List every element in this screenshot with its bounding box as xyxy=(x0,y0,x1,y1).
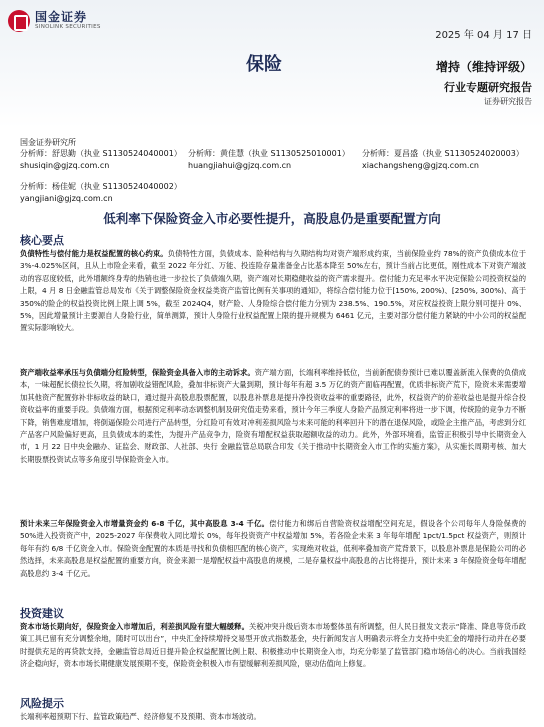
report-subtype: 证券研究报告 xyxy=(484,97,532,106)
section-investment-advice: 投资建议 xyxy=(20,607,64,620)
analyst-block xyxy=(188,148,350,172)
analyst-email[interactable]: huangjiahui@gjzq.com.cn xyxy=(188,161,292,170)
company-logo xyxy=(8,10,101,32)
paragraph-solvency xyxy=(20,248,526,335)
paragraph-lead: 预计未来三年保险资金入市增量资金约 6-8 千亿，其中高股息 3-4 千亿。 xyxy=(20,519,270,528)
paragraph-body: 负债特性方面，负债成本、险种结构与久期结构均对资产端形成约束，当前保险业约 78%的资产负债成本位于 3%-4.025%区间，且从上市险企来看，截至 2022 年分红、万能、投连险存量准备金占比基本降至 50%左右，预计当前占比更低，刚性成本下对资产端波动的容忍度较低，此外增额终身寿的热销也进一步拉长了负债端久期，资产端对长期稳健收益的资产需求提升。偿付能力充足率水平决定保险公司投资权益的上限，4 月 8 日金融监管总局发布《关于调整保险资金权益类资产监管比例有关事项的通知》，将综合偿付能力位于[150%, 200%)、[250%, 300%)、高于 350%的险企的权益投资比例上限上调 5%，截至 2024Q4，财产险、人身险综合偿付能力分别为 238.5%、190.5%，对应权益投资上限分别可提升 0%、5%，因此增量预计主要源自人身险行业，简单测算，预计人身险行业权益配置上限的提升规模为 6461 亿元，主要对部分偿付能力紧缺的中小公司的权益配置实际影响较大。 xyxy=(20,249,526,333)
report-rating: 增持（维持评级） xyxy=(435,60,532,74)
analyst-name: 分析师：舒思勤（执业 S1130524040001） xyxy=(20,149,182,158)
report-title: 低利率下保险资金入市必要性提升，高股息仍是重要配置方向 xyxy=(103,211,441,226)
analyst-block xyxy=(362,148,524,172)
paragraph-inflow-estimate xyxy=(20,518,526,580)
logo-name-en: SINOLINK SECURITIES xyxy=(35,24,101,31)
analyst-name: 分析师：杨佳妮（执业 S1130524040002） xyxy=(20,182,182,191)
analyst-block xyxy=(20,181,182,205)
paragraph-body: 资产端方面，长端利率维持低位，当前新配债券预计已难以覆盖新流入保费的负债成本，一味超配长债拉长久期，将加剧收益错配风险，叠加非标资产大量到期，预计每年有超 3.5 万亿的资产面临再配置，优质非标资产荒下，险资未来需要增加其他资产配置弥补非标收益的缺口，通过提升高股息股票配置，以股息补票息是提升净投资收益率的重要路径，此外，权益资产的价差收益也是提升综合投资收益率的重要手段。负债端方面，根据预定利率动态调整机制及研究值走势来看，预计今年三季度人身险产品预定利率将进一步下调，传统险的竞争力不断下降，销售难度增加，将倒逼保险公司进行产品转型，分红险可有效对冲利差损风险与未来可能的利率回升下的潜在退保风险，或险企主推产品，考虑到分红产品客户风险偏好更高，且负债成本的柔性，为提升产品竞争力，险资有增配权益获取超额收益的动力。此外，外部环境看，监管正积极引导中长期资金入市，1 月 22 日中央金融办、证监会、财政部、人社部、央行 金融监管总局联合印发《关于推动中长期资金入市工作的实施方案》，从实施长周期考核、加大长期股票投资试点等多角度引导保险资金入市。 xyxy=(20,368,527,464)
analyst-name: 分析师：夏昌盛（执业 S1130524020003） xyxy=(362,149,524,158)
report-type: 行业专题研究报告 xyxy=(444,81,532,94)
paragraph-body: 偿付能力和绑后自营险资权益增配空间充足，假设各个公司每年人身险保费的 50%进入投资资产中，2025-2027 年保费收入同比增长 0%，每年投资资产中权益增加 5%，若各险企未来 3 年每年增配 1pct/1.5pct 权益资产，则预计每年有约 6/8 千亿资金入市。保险资金配置的本质是寻找和负债相匹配的核心资产，实现绝对收益，低利率叠加资产荒背景下，以股息补票息是保险公司的必然选择，未来高股息是权益配置的重要方向，资金来源一是增配权益中高股息的规模，二是存量权益中高股息的占比将提升，预计未来 3 年保险资金每年增配高股息约 3-4 千亿元。 xyxy=(20,519,527,578)
analyst-email[interactable]: xiachangsheng@gjzq.com.cn xyxy=(362,161,479,170)
analyst-email[interactable]: shusiqin@gjzq.com.cn xyxy=(20,161,110,170)
report-header xyxy=(0,0,544,128)
logo-name-cn: 国金证券 xyxy=(35,10,88,25)
paragraph-body: 关税冲突升级后资本市场整体虽有所调整，但人民日报发文表示“降准、降息等货币政策工具已留有充分调整余地，随时可以出台”，中央汇金持续增持交易型开放式指数基金，央行新闻发言人明确表示将全力支持中央汇金的增持行动并在必要时提供充足的再贷款支持，金融监管总局近日提升险企权益配置比例上限、积极推动中长期资金入市，均充分彰显了监管部门稳市场信心的决心。当前我国经济企稳向好，资本市场长期健康发展预期不变，保险资金积极入市有望缓解利差损风险，驱动估值向上修复。 xyxy=(20,622,526,669)
section-risk: 风险提示 xyxy=(20,697,64,710)
paragraph-lead: 资产端收益率承压与负债端分红险转型，保险资金具备入市的主动诉求。 xyxy=(20,368,255,377)
analyst-email[interactable]: yangjiani@gjzq.com.cn xyxy=(20,194,113,203)
paragraph-asset-liability xyxy=(20,367,526,466)
logo-icon xyxy=(8,10,30,32)
analyst-block xyxy=(20,148,182,172)
section-core-points: 核心要点 xyxy=(20,234,64,247)
paragraph-lead: 资本市场长期向好，保险资金入市增加后，利差损风险有望大幅缓释。 xyxy=(20,622,249,631)
report-sector: 保险 xyxy=(246,54,282,75)
paragraph-risk: 长端利率超预期下行、监管政策趋严、经济修复不及预期、资本市场波动。 xyxy=(20,712,261,721)
institute-name: 国金证券研究所 xyxy=(20,138,76,147)
analyst-name: 分析师：黄佳慧（执业 S1130525010001） xyxy=(188,149,350,158)
paragraph-investment xyxy=(20,621,526,671)
paragraph-lead: 负债特性与偿付能力是权益配置的核心约束。 xyxy=(20,249,168,258)
report-date: 2025 年 04 月 17 日 xyxy=(435,30,532,41)
